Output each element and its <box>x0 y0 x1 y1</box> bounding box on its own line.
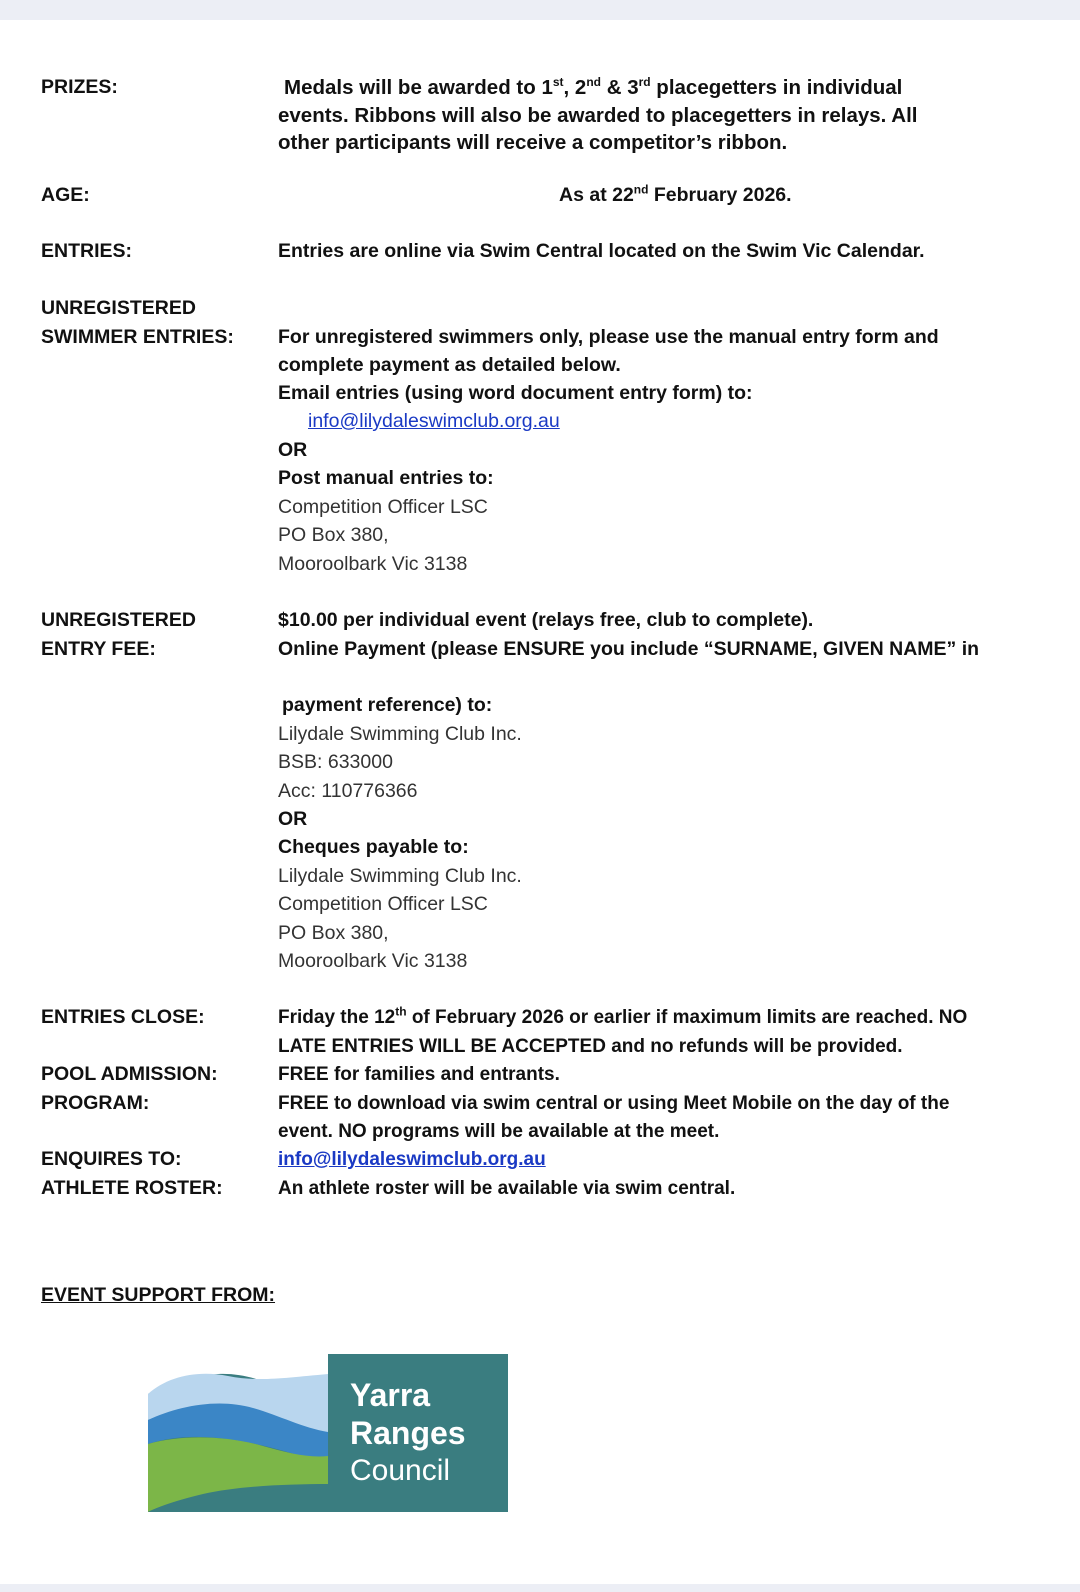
unregistered-entries-line3: Email entries (using word document entry form) to: <box>278 382 753 404</box>
pool-admission-label: POOL ADMISSION: <box>41 1063 218 1085</box>
cheque-heading: Cheques payable to: <box>278 836 469 858</box>
bank-name: Lilydale Swimming Club Inc. <box>278 723 522 745</box>
entry-email-link-wrap <box>308 407 560 436</box>
enquires-label: ENQUIRES TO: <box>41 1148 182 1170</box>
cheque-address-line4: Mooroolbark Vic 3138 <box>278 950 468 972</box>
entries-close-line2: LATE ENTRIES WILL BE ACCEPTED and no refunds will be provided. <box>278 1036 903 1057</box>
prizes-text-line2: events. Ribbons will also be awarded to placegetters in relays. All <box>278 104 918 127</box>
athlete-roster-text: An athlete roster will be available via swim central. <box>278 1178 736 1199</box>
entry-fee-line2: Online Payment (please ENSURE you include “SURNAME, GIVEN NAME” in <box>278 638 980 660</box>
entry-fee-line3: payment reference) to: <box>282 694 493 716</box>
entries-close-line1: Friday the 12th of February 2026 or earlier if maximum limits are reached. NO <box>278 1004 968 1028</box>
prizes-text-line3: other participants will receive a competitor’s ribbon. <box>278 131 788 154</box>
unregistered-entries-line2: complete payment as detailed below. <box>278 354 621 376</box>
entry-fee-label-1: UNREGISTERED <box>41 609 196 631</box>
cheque-address-line2: Competition Officer LSC <box>278 893 488 915</box>
entries-close-label: ENTRIES CLOSE: <box>41 1006 205 1028</box>
pool-admission-text: FREE for families and entrants. <box>278 1064 560 1085</box>
logo-text-ranges: Ranges <box>350 1415 466 1451</box>
cheque-address-line1: Lilydale Swimming Club Inc. <box>278 865 522 887</box>
enquires-link-wrap <box>278 1145 546 1174</box>
post-address-line2: PO Box 380, <box>278 524 389 546</box>
bank-account: Acc: 110776366 <box>278 780 418 802</box>
program-line2: event. NO programs will be available at the meet. <box>278 1121 720 1142</box>
cheque-address-line3: PO Box 380, <box>278 922 389 944</box>
entries-label: ENTRIES: <box>41 240 133 262</box>
bank-bsb: BSB: 633000 <box>278 751 393 773</box>
entries-text: Entries are online via Swim Central located on the Swim Vic Calendar. <box>278 240 925 262</box>
entry-fee-line1: $10.00 per individual event (relays free, club to complete). <box>278 609 814 631</box>
unregistered-entries-line1: For unregistered swimmers only, please use the manual entry form and <box>278 326 939 348</box>
document-page <box>0 20 1080 1584</box>
age-text: As at 22nd February 2026. <box>559 182 792 206</box>
prizes-text-line1: Medals will be awarded to 1st, 2nd & 3rd placegetters in individual <box>284 75 903 99</box>
logo-text-council: Council <box>350 1454 451 1487</box>
yarra-ranges-council-logo <box>148 1354 508 1512</box>
unregistered-entries-label-1: UNREGISTERED <box>41 297 196 319</box>
event-support-heading: EVENT SUPPORT FROM: <box>41 1284 276 1306</box>
age-label: AGE: <box>41 184 90 206</box>
athlete-roster-label: ATHLETE ROSTER: <box>41 1177 223 1199</box>
post-address-line1: Competition Officer LSC <box>278 496 488 518</box>
entry-email-link[interactable]: info@lilydaleswimclub.org.au <box>308 410 560 432</box>
unregistered-entries-label-2: SWIMMER ENTRIES: <box>41 326 234 348</box>
post-address-line3: Mooroolbark Vic 3138 <box>278 553 468 575</box>
entries-or: OR <box>278 439 308 461</box>
program-label: PROGRAM: <box>41 1092 150 1114</box>
logo-text-yarra: Yarra <box>350 1377 431 1413</box>
prizes-label: PRIZES: <box>41 76 118 98</box>
program-line1: FREE to download via swim central or using Meet Mobile on the day of the <box>278 1093 950 1114</box>
enquires-email-link[interactable]: info@lilydaleswimclub.org.au <box>278 1149 546 1170</box>
entry-fee-label-2: ENTRY FEE: <box>41 638 156 660</box>
payment-or: OR <box>278 808 308 830</box>
post-entries-heading: Post manual entries to: <box>278 467 494 489</box>
